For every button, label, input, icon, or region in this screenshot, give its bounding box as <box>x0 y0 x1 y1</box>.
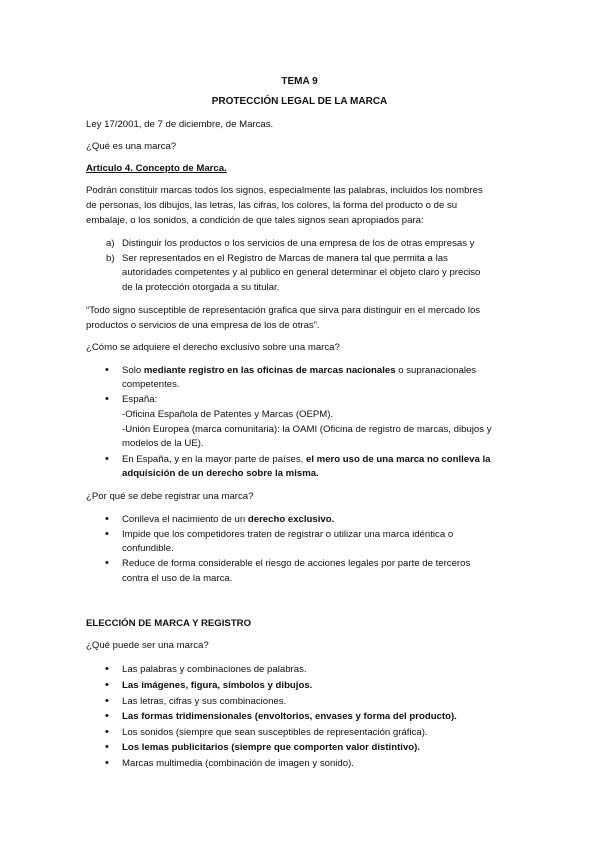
question-why-register: ¿Por qué se debe registrar una marca? <box>86 491 254 502</box>
quote-line: productos o servicios de una empresa de los de otras”. <box>86 320 320 331</box>
question-what-is-brand: ¿Qué es una marca? <box>86 141 177 152</box>
kind-item: Marcas multimedia (combinación de imagen y sonido). <box>122 758 354 769</box>
bullet-icon: • <box>105 528 109 540</box>
bullet-icon: • <box>105 453 109 465</box>
list-label-a: a) <box>106 238 115 249</box>
bullet-icon: • <box>105 364 109 376</box>
bullet-icon: • <box>105 679 109 691</box>
acquire-bullet-2-cont: -Unión Europea (marca comunitaria): la OAMI (Oficina de registro de marcas, dibujos y <box>122 424 492 435</box>
law-reference: Ley 17/2001, de 7 de diciembre, de Marcas. <box>86 119 274 130</box>
bullet-icon: • <box>105 663 109 675</box>
doc-subtitle: PROTECCIÓN LEGAL DE LA MARCA <box>211 96 388 107</box>
bullet-icon: • <box>105 557 109 569</box>
bullet-icon: • <box>105 741 109 753</box>
question-acquire-right: ¿Cómo se adquiere el derecho exclusivo sobre una marca? <box>86 342 340 353</box>
doc-title: TEMA 9 <box>281 76 318 87</box>
bullet-icon: • <box>105 393 109 405</box>
question-what-can-be-brand: ¿Qué puede ser una marca? <box>86 640 209 651</box>
quote-line: “Todo signo susceptible de representación grafica que sirva para distinguir en el mercado los <box>86 305 481 316</box>
why-bullet-2: Impide que los competidores traten de registrar o utilizar una marca idéntica o <box>122 529 454 540</box>
kind-item: Los sonidos (siempre que sean susceptibles de representación gráfica). <box>122 727 428 738</box>
acquire-bullet-2: España: <box>122 394 158 405</box>
bullet-icon: • <box>105 710 109 722</box>
kind-item: Las formas tridimensionales (envoltorios, envases y forma del producto). <box>122 711 457 722</box>
article-heading: Artículo 4. Concepto de Marca. <box>86 163 227 174</box>
acquire-bullet-3-cont: adquisición de un derecho sobre la misma. <box>122 468 319 479</box>
list-item-a: Distinguir los productos o los servicios de una empresa de los de otras empresas y <box>122 238 475 249</box>
list-label-b: b) <box>106 253 115 264</box>
list-item-b-line: Ser representados en el Registro de Marcas de manera tal que permita a las <box>122 253 448 264</box>
kind-item: Las imágenes, figura, símbolos y dibujos. <box>122 680 313 691</box>
acquire-bullet-2-cont: -Oficina Española de Patentes y Marcas (OEPM). <box>122 409 334 420</box>
para1-line: embalaje, o los sonidos, a condición de que tales signos sean apropiados para: <box>86 215 424 226</box>
why-bullet-2-cont: confundible. <box>122 543 174 554</box>
why-bullet-3-cont: contra el uso de la marca. <box>122 573 233 584</box>
acquire-bullet-1: Solo mediante registro en las oficinas de marcas nacionales o supranacionales <box>122 365 477 376</box>
kind-item: Las palabras y combinaciones de palabras. <box>122 664 307 675</box>
acquire-bullet-3: En España, y en la mayor parte de países, el mero uso de una marca no conlleva la <box>122 454 491 465</box>
bullet-icon: • <box>105 513 109 525</box>
para1-line: de personas, los dibujos, las letras, las cifras, los colores, la forma del producto o de su <box>86 200 458 211</box>
kind-item: Las letras, cifras y sus combinaciones. <box>122 696 287 707</box>
bullet-icon: • <box>105 726 109 738</box>
section-heading: ELECCIÓN DE MARCA Y REGISTRO <box>86 618 252 629</box>
bullet-icon: • <box>105 757 109 769</box>
kind-item: Los lemas publicitarios (siempre que comporten valor distintivo). <box>122 742 421 753</box>
why-bullet-1: Conlleva el nacimiento de un derecho exclusivo. <box>122 514 335 525</box>
acquire-bullet-1-cont: competentes. <box>122 379 180 390</box>
why-bullet-3: Reduce de forma considerable el riesgo de acciones legales por parte de terceros <box>122 558 471 569</box>
acquire-bullet-2-cont: modelos de la UE). <box>122 438 204 449</box>
bullet-icon: • <box>105 695 109 707</box>
list-item-b-line: autoridades competentes y al publico en general determinar el objeto claro y preciso <box>122 267 481 278</box>
list-item-b-line: de la protección otorgada a su titular. <box>122 282 280 293</box>
para1-line: Podrán constituir marcas todos los signos, especialmente las palabras, incluidos los nombres <box>86 185 483 196</box>
